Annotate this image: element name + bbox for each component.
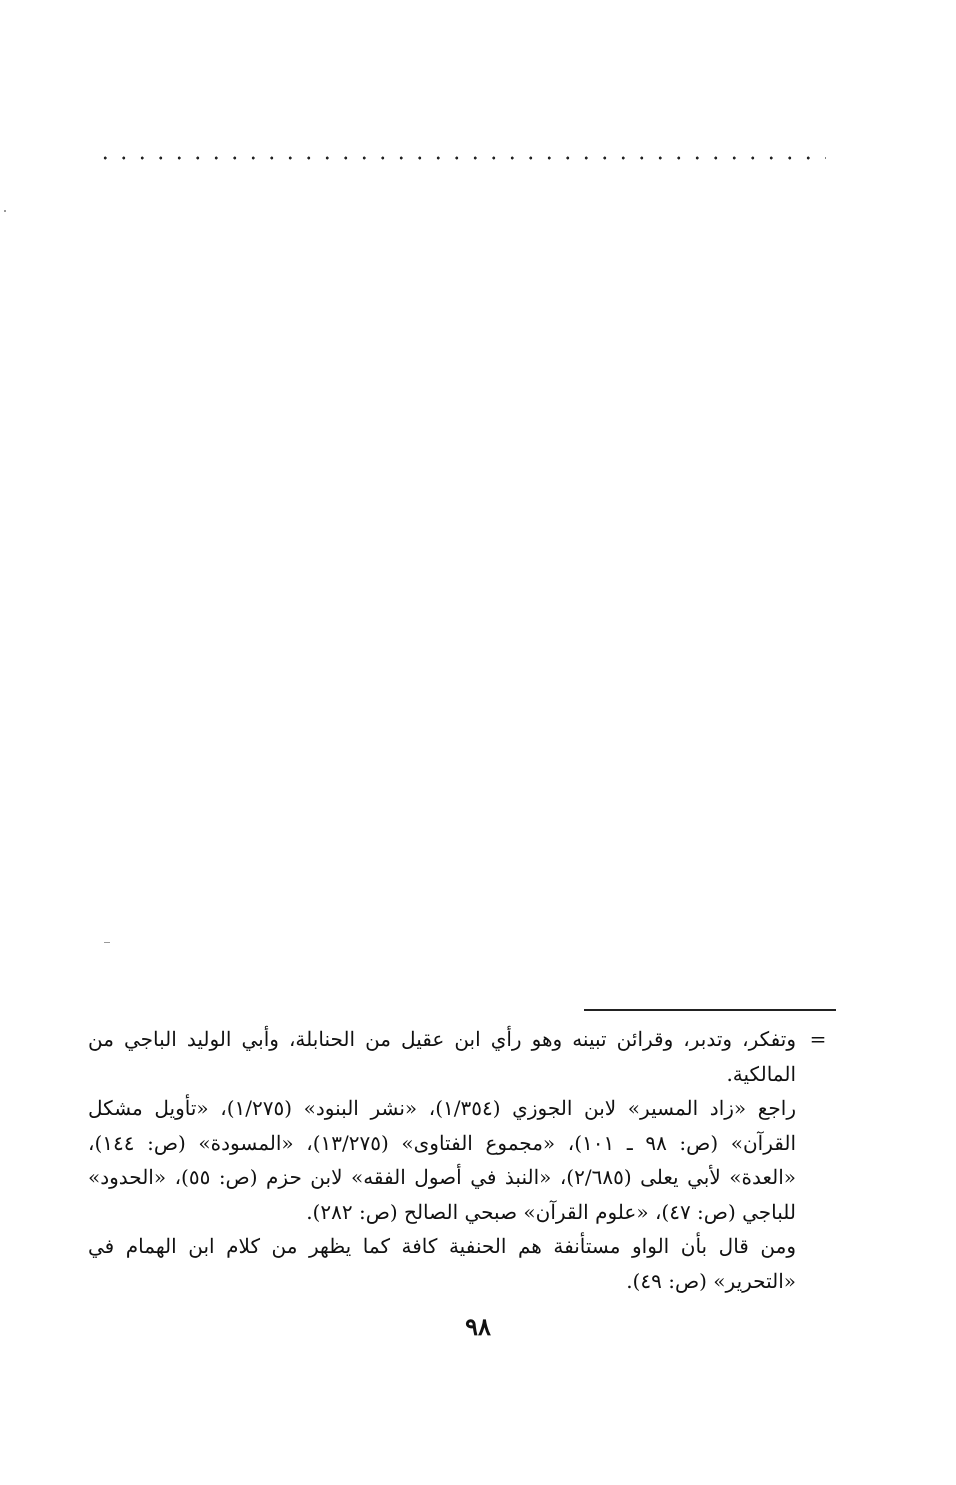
footnote-continuation-mark: = xyxy=(809,1027,827,1051)
footnotes xyxy=(88,1022,796,1298)
footnote-paragraph: راجع «زاد المسير» لابن الجوزي (١/٣٥٤)، «نشر البنود» (١/٢٧٥)، «تأويل مشكل القرآن» (ص: ٩٨ ـ ١٠١)، «مجموع الفتاوى» (١٣/٢٧٥)، «المسودة» (ص: ١٤٤)، «العدة» لأبي يعلى (٢/٦٨٥)، «النبذ في أصول الفقه» لابن حزم (ص: ٥٥)، «الحدود» للباجي (ص: ٤٧)، «علوم القرآن» صبحي الصالح (ص: ٢٨٢). xyxy=(88,1096,797,1224)
scan-speck xyxy=(4,210,6,212)
footnote-rule xyxy=(584,1009,836,1011)
page-number: ٩٨ xyxy=(465,1312,491,1341)
footnote-paragraph: وتفكر، وتدبر، وقرائن تبينه وهو رأي ابن عقيل من الحنابلة، وأبي الوليد الباجي من المالكية. xyxy=(88,1027,796,1086)
scan-speck xyxy=(104,942,110,943)
dotted-separator xyxy=(96,155,826,161)
footnote-paragraph: ومن قال بأن الواو مستأنفة هم الحنفية كافة كما يظهر من كلام ابن الهمام في «التحرير» (ص: ٤٩). xyxy=(88,1234,796,1293)
